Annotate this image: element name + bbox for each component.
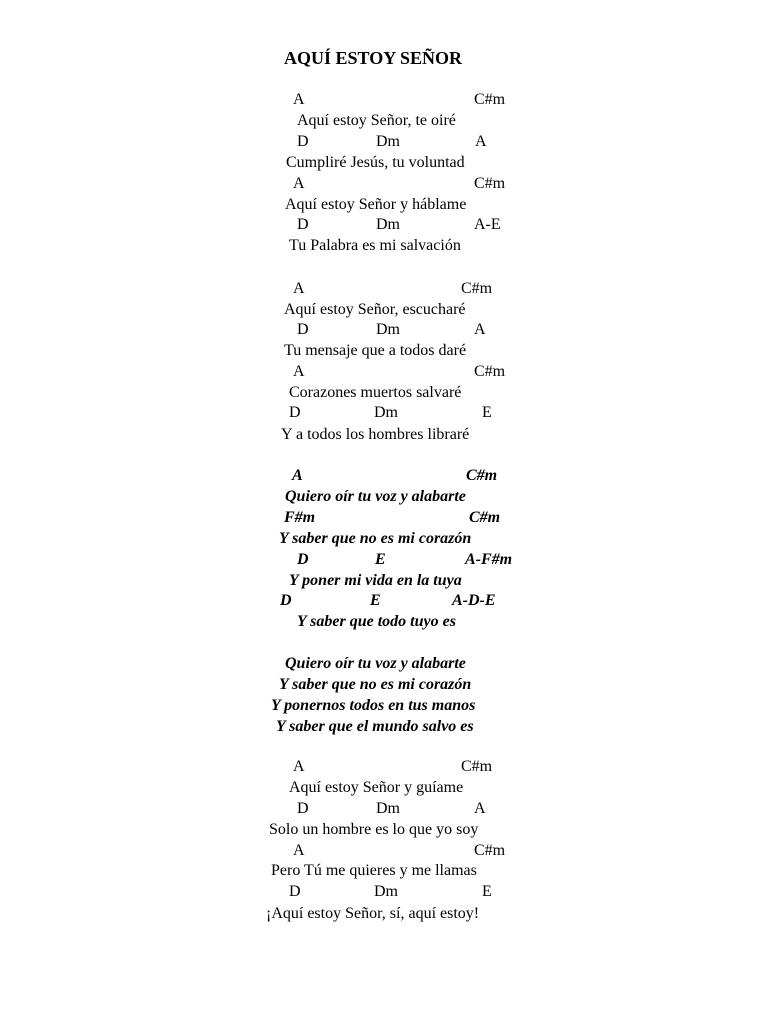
chord: A bbox=[293, 91, 305, 108]
chord: A bbox=[474, 321, 486, 338]
chord: D bbox=[289, 883, 301, 900]
chord: Dm bbox=[374, 883, 398, 900]
chord: E bbox=[482, 883, 492, 900]
chord: C#m bbox=[474, 842, 506, 859]
chord: A bbox=[293, 280, 305, 297]
chord: Dm bbox=[376, 321, 400, 338]
chord: F#m bbox=[284, 509, 316, 526]
chord: D bbox=[297, 216, 309, 233]
chord: C#m bbox=[474, 363, 506, 380]
chord: Dm bbox=[376, 133, 400, 150]
chord: D bbox=[280, 592, 292, 609]
chord: D bbox=[297, 133, 309, 150]
chord: D bbox=[297, 551, 309, 568]
chord: C#m bbox=[469, 509, 501, 526]
chord: A-F#m bbox=[465, 551, 513, 568]
chord: A-D-E bbox=[452, 592, 496, 609]
chord: D bbox=[289, 404, 301, 421]
chord: A bbox=[293, 363, 305, 380]
chord: C#m bbox=[474, 91, 506, 108]
song-title: AQUÍ ESTOY SEÑOR bbox=[284, 48, 463, 68]
chord: E bbox=[370, 592, 381, 609]
chord: D bbox=[297, 800, 309, 817]
chord: A bbox=[292, 467, 303, 484]
song-sheet-page: AQUÍ ESTOY SEÑOR A C#m Aquí estoy Señor, te oiré D Dm A Cumpliré Jesús, tu voluntad A C#m Aquí estoy Señor y háblame D Dm A-E Tu Palabra es mi salvación A C#m Aquí estoy Señor, escucharé D Dm A Tu mensaje que a todos daré A C#m Corazones muertos salvaré D Dm E Y a todos los hombres libraré A C#m Quiero oír tu voz y alabarte F#m C#m Y saber que no es mi corazón D E A-F#m Y poner mi vida en la tuya D E A-D-E Y saber que todo tuyo es Quiero oír tu voz y alabarte Y saber que no es mi corazón Y ponernos todos en tus manos Y saber que el mundo salvo es A C#m Aquí estoy Señor y guíame D Dm A Solo un hombre es lo que yo soy A C#m Pero Tú me quieres y me llamas D Dm E ¡Aquí estoy Señor, sí, aquí estoy! bbox=[266, 48, 513, 922]
chord: Dm bbox=[376, 800, 400, 817]
chord: C#m bbox=[466, 467, 498, 484]
chord: C#m bbox=[474, 175, 506, 192]
chord: C#m bbox=[461, 758, 493, 775]
chord: A bbox=[293, 842, 305, 859]
chord: D bbox=[297, 321, 309, 338]
chord: A bbox=[474, 800, 486, 817]
chord: A-E bbox=[474, 216, 501, 233]
chord: E bbox=[375, 551, 386, 568]
chord: E bbox=[482, 404, 492, 421]
chord: A bbox=[475, 133, 487, 150]
chord: A bbox=[293, 758, 305, 775]
chord: Dm bbox=[376, 216, 400, 233]
chord: A bbox=[293, 175, 305, 192]
chord: C#m bbox=[461, 280, 493, 297]
chord: Dm bbox=[374, 404, 398, 421]
